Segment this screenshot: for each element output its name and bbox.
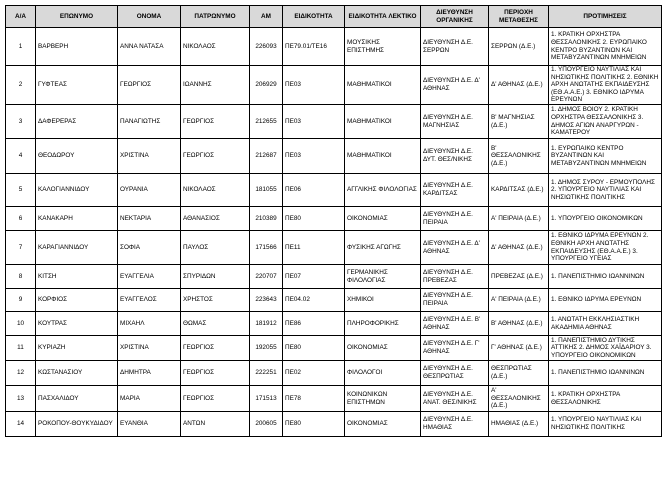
cell-am: 212655 xyxy=(250,105,283,139)
cell-am: 200605 xyxy=(250,412,283,437)
cell-aa: 5 xyxy=(6,174,36,207)
cell-preferences: 1. ΥΠΟΥΡΓΕΙΟ ΝΑΥΤΙΛΙΑΣ ΚΑΙ ΝΗΣΙΩΤΙΚΗΣ ΠΟΛΙΤΙΚΗΣ 2. ΕΘΝΙΚΗ ΑΡΧΗ ΑΝΩΤΑΤΗΣ ΕΚΠΑΙΔΕΥΣΗΣ (ΕΘ.Α.Α.Ε.) 3. ΕΘΝΙΚΟ ΙΔΡΥΜΑ ΕΡΕΥΝΩΝ xyxy=(549,66,662,105)
cell-name: ΜΑΡΙΑ xyxy=(118,386,181,412)
cell-name: ΕΥΑΓΓΕΛΙΑ xyxy=(118,265,181,289)
transfers-table-wrapper xyxy=(5,5,662,437)
cell-organic-directorate: ΔΙΕΥΘΥΝΣΗ Δ.Ε. ΠΕΙΡΑΙΑ xyxy=(421,207,489,231)
cell-specialty: ΠΕ06 xyxy=(283,174,345,207)
cell-preferences: 1. ΥΠΟΥΡΓΕΙΟ ΟΙΚΟΝΟΜΙΚΩΝ xyxy=(549,207,662,231)
cell-am: 181055 xyxy=(250,174,283,207)
table-row xyxy=(6,336,662,361)
cell-name: ΑΝΝΑ ΝΑΤΑΣΑ xyxy=(118,28,181,66)
cell-am: 210389 xyxy=(250,207,283,231)
cell-specialty: ΠΕ04.02 xyxy=(283,289,345,312)
cell-name: ΠΑΝΑΓΙΩΤΗΣ xyxy=(118,105,181,139)
cell-am: 222251 xyxy=(250,361,283,386)
cell-surname: ΚΥΡΙΑΖΗ xyxy=(36,336,118,361)
cell-aa: 12 xyxy=(6,361,36,386)
cell-name: ΕΥΑΓΓΕΛΟΣ xyxy=(118,289,181,312)
header-preferences: ΠΡΟΤΙΜΗΣΕΙΣ xyxy=(549,6,662,28)
cell-patronymic: ΙΩΑΝΝΗΣ xyxy=(181,66,250,105)
cell-name: ΓΕΩΡΓΙΟΣ xyxy=(118,66,181,105)
cell-organic-directorate: ΔΙΕΥΘΥΝΣΗ Δ.Ε. ΠΕΙΡΑΙΑ xyxy=(421,289,489,312)
header-organic-directorate: ΔΙΕΥΘΥΝΣΗ ΟΡΓΑΝΙΚΗΣ xyxy=(421,6,489,28)
cell-specialty-text: ΠΛΗΡΟΦΟΡΙΚΗΣ xyxy=(345,312,421,336)
cell-preferences: 1. ΠΑΝΕΠΙΣΤΗΜΙΟ ΔΥΤΙΚΗΣ ΑΤΤΙΚΗΣ 2. ΔΗΜΟΣ ΧΑΪΔΑΡΙΟΥ 3. ΥΠΟΥΡΓΕΙΟ ΟΙΚΟΝΟΜΙΚΩΝ xyxy=(549,336,662,361)
cell-patronymic: ΘΩΜΑΣ xyxy=(181,312,250,336)
table-row xyxy=(6,312,662,336)
cell-specialty-text: ΜΟΥΣΙΚΗΣ ΕΠΙΣΤΗΜΗΣ xyxy=(345,28,421,66)
table-row xyxy=(6,174,662,207)
cell-specialty: ΠΕ03 xyxy=(283,105,345,139)
cell-specialty: ΠΕ80 xyxy=(283,336,345,361)
header-specialty-text: ΕΙΔΙΚΟΤΗΤΑ ΛΕΚΤΙΚΟ xyxy=(345,6,421,28)
cell-specialty-text: ΚΟΙΝΩΝΙΚΩΝ ΕΠΙΣΤΗΜΩΝ xyxy=(345,386,421,412)
cell-transfer-area: Α' ΘΕΣΣΑΛΟΝΙΚΗΣ (Δ.Ε.) xyxy=(489,386,549,412)
cell-patronymic: ΓΕΩΡΓΙΟΣ xyxy=(181,336,250,361)
header-patronymic: ΠΑΤΡΩΝΥΜΟ xyxy=(181,6,250,28)
cell-organic-directorate: ΔΙΕΥΘΥΝΣΗ Δ.Ε. ΣΕΡΡΩΝ xyxy=(421,28,489,66)
cell-surname: ΡΟΚΟΠΟΥ-ΘΟΥΚΥΔΙΔΟΥ xyxy=(36,412,118,437)
cell-patronymic: ΑΝΤΩΝ xyxy=(181,412,250,437)
cell-specialty-text: ΟΙΚΟΝΟΜΙΑΣ xyxy=(345,336,421,361)
cell-patronymic: ΓΕΩΡΓΙΟΣ xyxy=(181,386,250,412)
cell-specialty-text: ΟΙΚΟΝΟΜΙΑΣ xyxy=(345,207,421,231)
cell-transfer-area: Γ' ΑΘΗΝΑΣ (Δ.Ε.) xyxy=(489,336,549,361)
header-specialty: ΕΙΔΙΚΟΤΗΤΑ xyxy=(283,6,345,28)
cell-patronymic: ΓΕΩΡΓΙΟΣ xyxy=(181,139,250,174)
cell-aa: 1 xyxy=(6,28,36,66)
cell-transfer-area: Α' ΠΕΙΡΑΙΑ (Δ.Ε.) xyxy=(489,289,549,312)
cell-aa: 10 xyxy=(6,312,36,336)
cell-surname: ΒΑΡΒΕΡΗ xyxy=(36,28,118,66)
cell-transfer-area: ΗΜΑΘΙΑΣ (Δ.Ε.) xyxy=(489,412,549,437)
cell-preferences: 1. ΕΥΡΩΠΑΙΚΟ ΚΕΝΤΡΟ ΒΥΖΑΝΤΙΝΩΝ ΚΑΙ ΜΕΤΑΒΥΖΑΝΤΙΝΩΝ ΜΝΗΜΕΙΩΝ xyxy=(549,139,662,174)
cell-surname: ΓΥΦΤΕΑΣ xyxy=(36,66,118,105)
table-row xyxy=(6,386,662,412)
cell-surname: ΚΟΡΦΙΟΣ xyxy=(36,289,118,312)
cell-aa: 14 xyxy=(6,412,36,437)
cell-specialty: ΠΕ07 xyxy=(283,265,345,289)
cell-name: ΟΥΡΑΝΙΑ xyxy=(118,174,181,207)
cell-aa: 7 xyxy=(6,231,36,265)
table-row xyxy=(6,361,662,386)
cell-specialty: ΠΕ86 xyxy=(283,312,345,336)
cell-specialty-text: ΧΗΜΙΚΟΙ xyxy=(345,289,421,312)
table-row xyxy=(6,265,662,289)
cell-patronymic: ΝΙΚΟΛΑΟΣ xyxy=(181,174,250,207)
cell-am: 171513 xyxy=(250,386,283,412)
header-aa: Α/Α xyxy=(6,6,36,28)
table-row xyxy=(6,28,662,66)
cell-preferences: 1. ΥΠΟΥΡΓΕΙΟ ΝΑΥΤΙΛΙΑΣ ΚΑΙ ΝΗΣΙΩΤΙΚΗΣ ΠΟΛΙΤΙΚΗΣ xyxy=(549,412,662,437)
cell-specialty-text: ΑΓΓΛΙΚΗΣ ΦΙΛΟΛΟΓΙΑΣ xyxy=(345,174,421,207)
header-row xyxy=(6,6,662,28)
cell-transfer-area: ΘΕΣΠΡΩΤΙΑΣ (Δ.Ε.) xyxy=(489,361,549,386)
cell-name: ΧΡΙΣΤΙΝΑ xyxy=(118,336,181,361)
cell-am: 192055 xyxy=(250,336,283,361)
cell-specialty: ΠΕ11 xyxy=(283,231,345,265)
cell-surname: ΠΑΣΧΑΛΙΔΟΥ xyxy=(36,386,118,412)
cell-organic-directorate: ΔΙΕΥΘΥΝΣΗ Δ.Ε. ΑΝΑΤ. ΘΕΣ/ΝΙΚΗΣ xyxy=(421,386,489,412)
cell-transfer-area: Β' ΑΘΗΝΑΣ (Δ.Ε.) xyxy=(489,312,549,336)
cell-transfer-area: ΣΕΡΡΩΝ (Δ.Ε.) xyxy=(489,28,549,66)
cell-preferences: 1. ΕΘΝΙΚΟ ΙΔΡΥΜΑ ΕΡΕΥΝΩΝ xyxy=(549,289,662,312)
cell-patronymic: ΝΙΚΟΛΑΟΣ xyxy=(181,28,250,66)
cell-patronymic: ΠΑΥΛΟΣ xyxy=(181,231,250,265)
cell-specialty-text: ΟΙΚΟΝΟΜΙΑΣ xyxy=(345,412,421,437)
cell-aa: 2 xyxy=(6,66,36,105)
cell-organic-directorate: ΔΙΕΥΘΥΝΣΗ Δ.Ε. Δ' ΑΘΗΝΑΣ xyxy=(421,231,489,265)
cell-preferences: 1. ΚΡΑΤΙΚΗ ΟΡΧΗΣΤΡΑ ΘΕΣΣΑΛΟΝΙΚΗΣ xyxy=(549,386,662,412)
cell-name: ΕΥΑΝΘΙΑ xyxy=(118,412,181,437)
cell-organic-directorate: ΔΙΕΥΘΥΝΣΗ Δ.Ε. ΜΑΓΝΗΣΙΑΣ xyxy=(421,105,489,139)
table-row xyxy=(6,231,662,265)
cell-patronymic: ΓΕΩΡΓΙΟΣ xyxy=(181,105,250,139)
cell-specialty: ΠΕ79.01/ΤΕ16 xyxy=(283,28,345,66)
cell-am: 212687 xyxy=(250,139,283,174)
cell-surname: ΚΩΣΤΑΝΑΣΙΟΥ xyxy=(36,361,118,386)
cell-organic-directorate: ΔΙΕΥΘΥΝΣΗ Δ.Ε. ΚΑΡΔΙΤΣΑΣ xyxy=(421,174,489,207)
cell-aa: 13 xyxy=(6,386,36,412)
cell-specialty-text: ΜΑΘΗΜΑΤΙΚΟΙ xyxy=(345,66,421,105)
cell-preferences: 1. ΑΝΩΤΑΤΗ ΕΚΚΛΗΣΙΑΣΤΙΚΗ ΑΚΑΔΗΜΙΑ ΑΘΗΝΑΣ xyxy=(549,312,662,336)
cell-specialty: ΠΕ03 xyxy=(283,66,345,105)
cell-preferences: 1. ΠΑΝΕΠΙΣΤΗΜΙΟ ΙΩΑΝΝΙΝΩΝ xyxy=(549,361,662,386)
cell-preferences: 1. ΠΑΝΕΠΙΣΤΗΜΙΟ ΙΩΑΝΝΙΝΩΝ xyxy=(549,265,662,289)
cell-aa: 4 xyxy=(6,139,36,174)
cell-am: 223643 xyxy=(250,289,283,312)
cell-specialty: ΠΕ02 xyxy=(283,361,345,386)
cell-name: ΧΡΙΣΤΙΝΑ xyxy=(118,139,181,174)
cell-transfer-area: Α' ΠΕΙΡΑΙΑ (Δ.Ε.) xyxy=(489,207,549,231)
cell-transfer-area: Β' ΘΕΣΣΑΛΟΝΙΚΗΣ (Δ.Ε.) xyxy=(489,139,549,174)
cell-aa: 9 xyxy=(6,289,36,312)
header-surname: ΕΠΩΝΥΜΟ xyxy=(36,6,118,28)
cell-transfer-area: Δ' ΑΘΗΝΑΣ (Δ.Ε.) xyxy=(489,231,549,265)
cell-specialty-text: ΜΑΘΗΜΑΤΙΚΟΙ xyxy=(345,105,421,139)
transfers-table xyxy=(5,5,662,437)
cell-patronymic: ΑΘΑΝΑΣΙΟΣ xyxy=(181,207,250,231)
cell-organic-directorate: ΔΙΕΥΘΥΝΣΗ Δ.Ε. Γ' ΑΘΗΝΑΣ xyxy=(421,336,489,361)
cell-specialty-text: ΦΥΣΙΚΗΣ ΑΓΩΓΗΣ xyxy=(345,231,421,265)
table-row xyxy=(6,412,662,437)
table-row xyxy=(6,66,662,105)
header-name: ΟΝΟΜΑ xyxy=(118,6,181,28)
cell-patronymic: ΧΡΗΣΤΟΣ xyxy=(181,289,250,312)
header-transfer-area: ΠΕΡΙΟΧΗ ΜΕΤΑΘΕΣΗΣ xyxy=(489,6,549,28)
cell-patronymic: ΣΠΥΡΙΔΩΝ xyxy=(181,265,250,289)
cell-aa: 8 xyxy=(6,265,36,289)
cell-name: ΔΗΜΗΤΡΑ xyxy=(118,361,181,386)
cell-organic-directorate: ΔΙΕΥΘΥΝΣΗ Δ.Ε. ΘΕΣΠΡΩΤΙΑΣ xyxy=(421,361,489,386)
table-row xyxy=(6,105,662,139)
cell-name: ΝΕΚΤΑΡΙΑ xyxy=(118,207,181,231)
cell-surname: ΚΑΝΑΚΑΡΗ xyxy=(36,207,118,231)
cell-specialty-text: ΓΕΡΜΑΝΙΚΗΣ ΦΙΛΟΛΟΓΙΑΣ xyxy=(345,265,421,289)
cell-preferences: 1. ΕΘΝΙΚΟ ΙΔΡΥΜΑ ΕΡΕΥΝΩΝ 2. ΕΘΝΙΚΗ ΑΡΧΗ ΑΝΩΤΑΤΗΣ ΕΚΠΑΙΔΕΥΣΗΣ (ΕΘ.Α.Α.Ε.) 3. ΥΠΟΥΡΓΕΙΟ ΥΓΕΙΑΣ xyxy=(549,231,662,265)
cell-transfer-area: Δ' ΑΘΗΝΑΣ (Δ.Ε.) xyxy=(489,66,549,105)
table-row xyxy=(6,289,662,312)
cell-organic-directorate: ΔΙΕΥΘΥΝΣΗ Δ.Ε. ΔΥΤ. ΘΕΣ/ΝΙΚΗΣ xyxy=(421,139,489,174)
cell-transfer-area: Β' ΜΑΓΝΗΣΙΑΣ (Δ.Ε.) xyxy=(489,105,549,139)
cell-transfer-area: ΚΑΡΔΙΤΣΑΣ (Δ.Ε.) xyxy=(489,174,549,207)
cell-am: 181912 xyxy=(250,312,283,336)
cell-name: ΜΙΧΑΗΛ xyxy=(118,312,181,336)
cell-patronymic: ΓΕΩΡΓΙΟΣ xyxy=(181,361,250,386)
table-row xyxy=(6,207,662,231)
cell-specialty-text: ΦΙΛΟΛΟΓΟΙ xyxy=(345,361,421,386)
header-am: ΑΜ xyxy=(250,6,283,28)
cell-organic-directorate: ΔΙΕΥΘΥΝΣΗ Δ.Ε. Δ' ΑΘΗΝΑΣ xyxy=(421,66,489,105)
cell-am: 220707 xyxy=(250,265,283,289)
cell-surname: ΚΟΥΤΡΑΣ xyxy=(36,312,118,336)
cell-specialty: ΠΕ03 xyxy=(283,139,345,174)
cell-aa: 3 xyxy=(6,105,36,139)
cell-specialty: ΠΕ78 xyxy=(283,386,345,412)
cell-organic-directorate: ΔΙΕΥΘΥΝΣΗ Δ.Ε. Β' ΑΘΗΝΑΣ xyxy=(421,312,489,336)
cell-am: 226093 xyxy=(250,28,283,66)
cell-preferences: 1. ΔΗΜΟΣ ΣΥΡΟΥ - ΕΡΜΟΥΠΟΛΗΣ 2. ΥΠΟΥΡΓΕΙΟ ΝΑΥΤΙΛΙΑΣ ΚΑΙ ΝΗΣΙΩΤΙΚΗΣ ΠΟΛΙΤΙΚΗΣ xyxy=(549,174,662,207)
cell-preferences: 1. ΔΗΜΟΣ ΒΟΙΟΥ 2. ΚΡΑΤΙΚΗ ΟΡΧΗΣΤΡΑ ΘΕΣΣΑΛΟΝΙΚΗΣ 3. ΔΗΜΟΣ ΑΓΙΩΝ ΑΝΑΡΓΥΡΩΝ - ΚΑΜΑΤΕΡΟΥ xyxy=(549,105,662,139)
cell-surname: ΚΑΡΑΓΙΑΝΝΙΔΟΥ xyxy=(36,231,118,265)
cell-surname: ΚΑΛΟΓΙΑΝΝΙΔΟΥ xyxy=(36,174,118,207)
cell-aa: 11 xyxy=(6,336,36,361)
cell-surname: ΘΕΟΔΩΡΟΥ xyxy=(36,139,118,174)
cell-surname: ΔΑΦΕΡΕΡΑΣ xyxy=(36,105,118,139)
cell-specialty-text: ΜΑΘΗΜΑΤΙΚΟΙ xyxy=(345,139,421,174)
cell-preferences: 1. ΚΡΑΤΙΚΗ ΟΡΧΗΣΤΡΑ ΘΕΣΣΑΛΟΝΙΚΗΣ 2. ΕΥΡΩΠΑΙΚΟ ΚΕΝΤΡΟ ΒΥΖΑΝΤΙΝΩΝ ΚΑΙ ΜΕΤΑΒΥΖΑΝΤΙΝΩΝ ΜΝΗΜΕΙΩΝ xyxy=(549,28,662,66)
table-row xyxy=(6,139,662,174)
cell-am: 206929 xyxy=(250,66,283,105)
cell-am: 171566 xyxy=(250,231,283,265)
cell-organic-directorate: ΔΙΕΥΘΥΝΣΗ Δ.Ε. ΠΡΕΒΕΖΑΣ xyxy=(421,265,489,289)
cell-specialty: ΠΕ80 xyxy=(283,207,345,231)
cell-organic-directorate: ΔΙΕΥΘΥΝΣΗ Δ.Ε. ΗΜΑΘΙΑΣ xyxy=(421,412,489,437)
cell-specialty: ΠΕ80 xyxy=(283,412,345,437)
cell-name: ΣΟΦΙΑ xyxy=(118,231,181,265)
cell-aa: 6 xyxy=(6,207,36,231)
cell-surname: ΚΙΤΣΗ xyxy=(36,265,118,289)
cell-transfer-area: ΠΡΕΒΕΖΑΣ (Δ.Ε.) xyxy=(489,265,549,289)
